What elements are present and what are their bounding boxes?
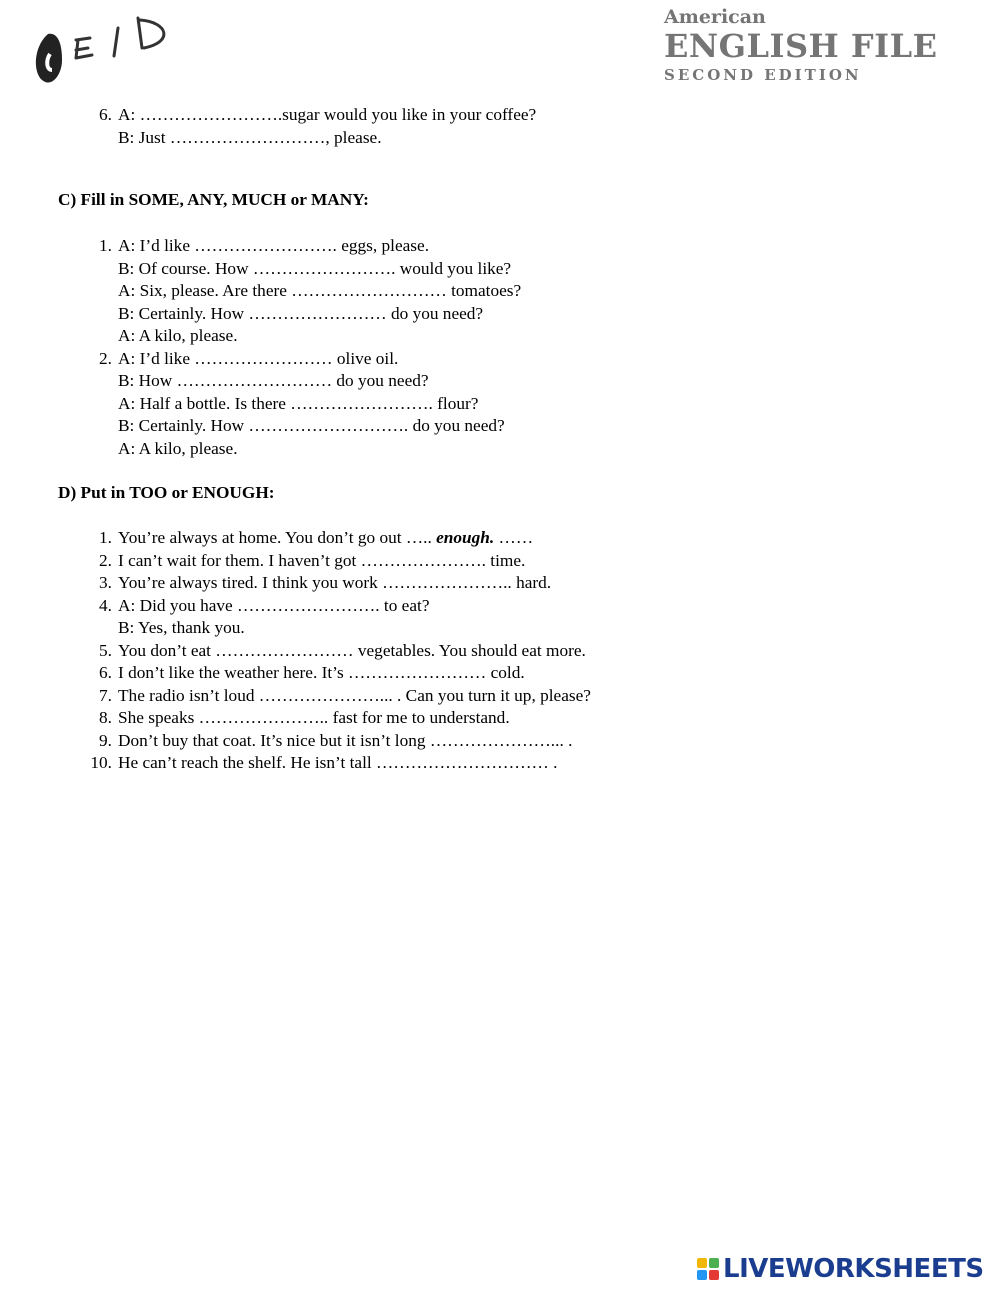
- item-number: 1.: [99, 236, 112, 255]
- sentence: [118, 527, 591, 550]
- sentence-end: ……: [494, 528, 534, 547]
- item-number: 6.: [99, 105, 112, 124]
- sentence: I don’t like the weather here. It’s …………………… cold.: [118, 663, 525, 682]
- section-d-heading: D) Put in TOO or ENOUGH:: [58, 483, 275, 502]
- sentence: You’re always tired. I think you work ………………….. hard.: [118, 573, 552, 592]
- exercise-item: [88, 685, 591, 708]
- liveworksheets-logo-icon: [697, 1258, 719, 1280]
- exercise-item: [88, 662, 591, 685]
- exercise-item: [88, 640, 591, 663]
- dialogue-line: A: …………………….sugar would you like in your coffee?: [118, 105, 537, 124]
- sentence: Don’t buy that coat. It’s nice but it isn’t long …………………... .: [118, 730, 573, 750]
- section-b-item-6: [88, 104, 536, 149]
- dialogue-line: B: Just ………………………, please.: [118, 127, 382, 147]
- section-d-items: [88, 527, 591, 775]
- exercise-item: [88, 752, 591, 775]
- brand-line-english-file: ENGLISH FILE: [664, 27, 938, 65]
- exercise-item: [88, 707, 591, 730]
- sentence: I can’t wait for them. I haven’t got …………………. time.: [118, 550, 526, 570]
- sentence: B: Yes, thank you.: [118, 618, 245, 637]
- item-number: 4.: [99, 595, 112, 615]
- sentence: The radio isn’t loud …………………... . Can you turn it up, please?: [118, 685, 591, 705]
- dialogue-line: A: A kilo, please.: [118, 438, 238, 458]
- exercise-item: [88, 572, 591, 595]
- exercise-item: [88, 527, 591, 550]
- exercise-item: [88, 348, 521, 461]
- item-number: 2.: [99, 348, 112, 368]
- dialogue-line: A: Half a bottle. Is there ……………………. flour?: [118, 393, 479, 413]
- item-number: 5.: [99, 640, 112, 660]
- american-english-file-logo: [664, 6, 938, 84]
- dialogue-line: A: Six, please. Are there ……………………… tomatoes?: [118, 281, 522, 300]
- item-number: 3.: [99, 573, 112, 592]
- item-number: 6.: [99, 663, 112, 682]
- item-number: 8.: [99, 708, 112, 727]
- sentence: She speaks ………………….. fast for me to understand.: [118, 708, 510, 727]
- dialogue-line: A: I’d like ……………………. eggs, please.: [118, 236, 430, 255]
- brand-line-second-edition: SECOND EDITION: [664, 66, 862, 84]
- item-number: 9.: [99, 730, 112, 750]
- dialogue-line: B: Certainly. How …………………… do you need?: [118, 303, 484, 323]
- brand-line-american: American: [664, 6, 766, 28]
- dialogue-line: B: Certainly. How ………………………. do you need?: [118, 416, 505, 435]
- handwritten-note: [28, 4, 188, 94]
- exercise-item: [88, 595, 591, 640]
- section-c-items: [88, 235, 521, 460]
- liveworksheets-wordmark: LIVEWORKSHEETS: [723, 1254, 984, 1284]
- dialogue-line: B: How ……………………… do you need?: [118, 371, 429, 390]
- exercise-item: [88, 730, 591, 753]
- liveworksheets-watermark: [697, 1254, 984, 1284]
- example-answer: enough.: [436, 528, 495, 547]
- item-number: 2.: [99, 550, 112, 570]
- section-c-heading: C) Fill in SOME, ANY, MUCH or MANY:: [58, 190, 369, 209]
- sentence: You don’t eat …………………… vegetables. You should eat more.: [118, 640, 586, 660]
- sentence: He can’t reach the shelf. He isn’t tall ………………………… .: [118, 753, 558, 772]
- item-number: 1.: [99, 528, 112, 547]
- dialogue-line: A: I’d like …………………… olive oil.: [118, 348, 399, 368]
- sentence-start: You’re always at home. You don’t go out …..: [118, 528, 437, 547]
- sentence: A: Did you have ……………………. to eat?: [118, 595, 430, 615]
- item-number: 7.: [99, 685, 112, 705]
- exercise-item: [88, 235, 521, 348]
- dialogue-line: B: Of course. How ……………………. would you like?: [118, 258, 512, 278]
- exercise-item: [88, 550, 591, 573]
- dialogue-line: A: A kilo, please.: [118, 326, 238, 345]
- item-number: 10.: [90, 753, 112, 772]
